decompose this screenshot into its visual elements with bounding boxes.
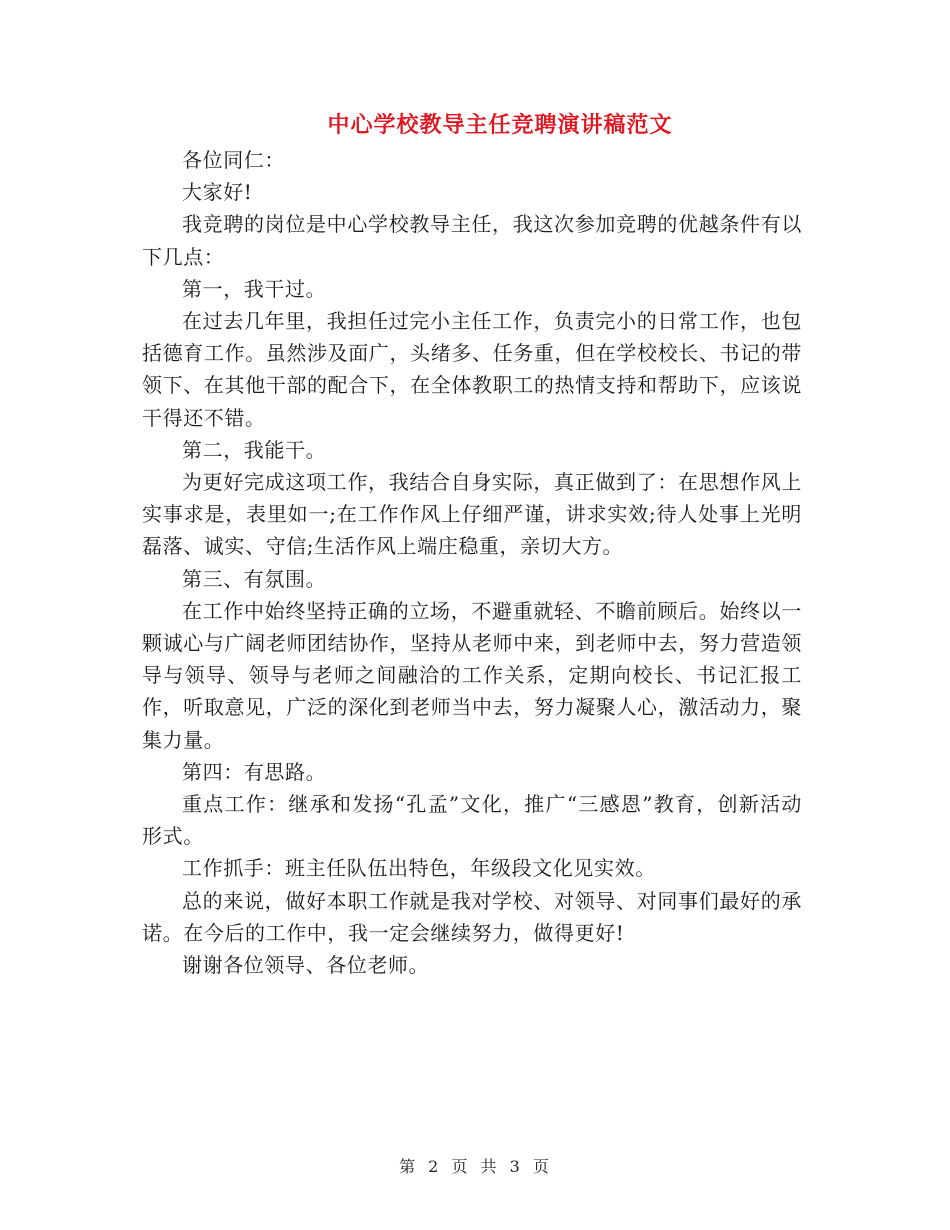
paragraph-intro: 我竞聘的岗位是中心学校教导主任，我这次参加竞聘的优越条件有以下几点： [142, 212, 802, 269]
paragraph-work-focus: 工作抓手：班主任队伍出特色，年级段文化见实效。 [182, 856, 656, 881]
paragraph-salutation: 各位同仁： [182, 148, 285, 172]
paragraph-point-1: 在过去几年里，我担任过完小主任工作，负责完小的日常工作，也包括德育工作。虽然涉及面广，头绪多、任务重，但在学校校长、书记的带领下、在其他干部的配合下，在全体教职工的热情支持和帮助下，应该说干得还不错。 [142, 309, 802, 430]
heading-point-2: 第二，我能干。 [182, 437, 327, 462]
heading-point-4: 第四：有思路。 [182, 759, 327, 784]
paragraph-thanks: 谢谢各位领导、各位老师。 [182, 953, 430, 978]
paragraph-point-3: 在工作中始终坚持正确的立场，不避重就轻、不瞻前顾后。始终以一颗诚心与广阔老师团结协作，坚持从老师中来，到老师中去，努力营造领导与领导、领导与老师之间融洽的工作关系，定期向校长、书记汇报工作，听取意见，广泛的深化到老师当中去，努力凝聚人心，激活动力，聚集力量。 [142, 598, 802, 752]
document-body [142, 144, 802, 981]
page-number-footer: 第 2 页 共 3 页 [399, 1157, 551, 1176]
heading-point-1: 第一，我干过。 [182, 276, 327, 301]
paragraph-point-2: 为更好完成这项工作，我结合自身实际，真正做到了：在思想作风上实事求是，表里如一;在工作作风上仔细严谨，讲求实效;待人处事上光明磊落、诚实、守信;生活作风上端庄稳重，亲切大方。 [142, 470, 802, 559]
paragraph-greeting: 大家好! [182, 180, 253, 205]
paragraph-conclusion: 总的来说，做好本职工作就是我对学校、对领导、对同事们最好的承诺。在今后的工作中，我一定会继续努力，做得更好! [142, 888, 802, 945]
document-title: 中心学校教导主任竞聘演讲稿范文 [327, 112, 673, 138]
heading-point-3: 第三、有氛围。 [182, 566, 327, 591]
paragraph-key-work: 重点工作：继承和发扬“孔孟”文化，推广“三感恩”教育，创新活动形式。 [142, 792, 802, 849]
